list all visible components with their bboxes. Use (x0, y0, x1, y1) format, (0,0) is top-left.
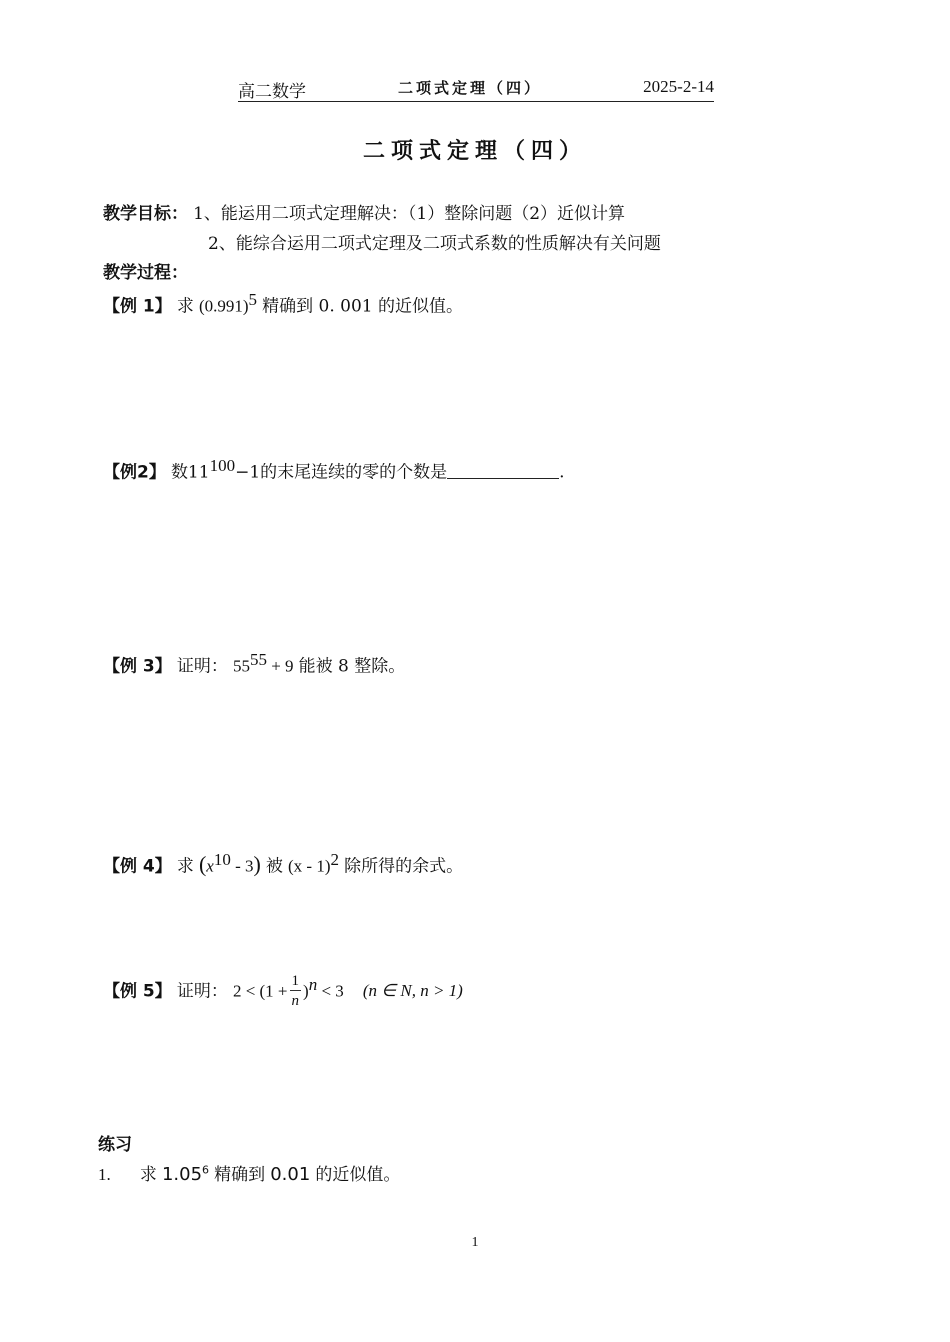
example-4-pre: 求 (176, 856, 194, 877)
example-2-label: 【例2】 (103, 462, 166, 483)
example-2 (103, 456, 565, 482)
example-5-left: 2 < (1 + (232, 981, 288, 1001)
example-4-post: 除所得的余式。 (344, 856, 464, 877)
header-title: 二项式定理（四） (398, 79, 543, 97)
practice-exp: 6 (202, 1163, 210, 1177)
example-3-post: 能被 8 整除。 (298, 656, 406, 677)
fraction-denominator: n (291, 993, 300, 1010)
example-1 (103, 290, 463, 316)
example-3-label: 【例 3】 (103, 656, 172, 677)
example-4-mid: 被 (265, 856, 283, 877)
example-4-label: 【例 4】 (103, 856, 172, 877)
example-4-divisor: (x - 1) (288, 856, 331, 876)
example-4-paren-open: ( (198, 851, 207, 877)
example-2-mid: −1的末尾连续的零的个数是 (235, 462, 448, 483)
example-3-pre: 证明： (176, 656, 228, 677)
document-title: 二项式定理（四） (362, 138, 587, 164)
header-date: 2025-2-14 (643, 77, 714, 96)
example-1-base: (0.991) (198, 296, 249, 316)
page-number: 1 (471, 1235, 479, 1250)
practice-base: 1.05 (161, 1164, 203, 1185)
example-4-divisor-exp: 2 (330, 850, 339, 869)
objectives-line-1 (103, 199, 625, 224)
example-1-label: 【例 1】 (103, 296, 172, 317)
answer-blank (447, 462, 559, 479)
practice-value: 0.01 (270, 1164, 311, 1185)
objective-1: 1、能运用二项式定理解决：（1）整除问题（2）近似计算 (193, 204, 626, 224)
example-4-minus: - 3 (230, 856, 254, 876)
example-1-post: 精确到 0. 001 的近似值。 (262, 296, 463, 317)
process-label: 教学过程： (103, 263, 188, 283)
objectives-label: 教学目标： (103, 204, 188, 224)
example-3 (103, 650, 405, 676)
practice-pre: 求 (139, 1165, 157, 1185)
example-5 (103, 965, 463, 1011)
example-5-pre: 证明： (176, 981, 228, 1002)
example-3-exp: 55 (249, 650, 267, 669)
example-5-fraction (290, 972, 302, 1011)
example-5-condition: (n ∈ N, n > 1) (362, 981, 463, 1001)
example-5-label: 【例 5】 (103, 981, 172, 1002)
example-5-tail: < 3 (317, 981, 344, 1001)
header-subject: 高二数学 (238, 82, 306, 102)
objective-2: 2、能综合运用二项式定理及二项式系数的性质解决有关问题 (208, 234, 661, 254)
example-5-exp: n (308, 975, 318, 994)
example-4-paren-close: ) (253, 851, 261, 877)
practice-item-1 (98, 1160, 400, 1185)
fraction-numerator: 1 (291, 973, 300, 990)
example-2-pre: 数11 (170, 462, 210, 483)
example-2-post: . (559, 462, 565, 483)
practice-label: 练习 (98, 1135, 132, 1155)
example-4 (103, 850, 463, 877)
example-4-exp: 10 (213, 850, 231, 869)
practice-mid: 精确到 (214, 1165, 266, 1185)
page-header (238, 77, 714, 102)
example-1-pre: 求 (176, 296, 194, 317)
example-1-exp: 5 (248, 290, 258, 309)
example-3-base: 55 (232, 656, 250, 676)
example-3-tail: + 9 (266, 656, 294, 676)
example-2-exp: 100 (209, 456, 236, 475)
example-4-var: x (206, 856, 214, 876)
practice-post: 的近似值。 (315, 1165, 401, 1185)
example-5-right: ) (303, 981, 309, 1001)
practice-item-number: 1. (98, 1165, 111, 1184)
